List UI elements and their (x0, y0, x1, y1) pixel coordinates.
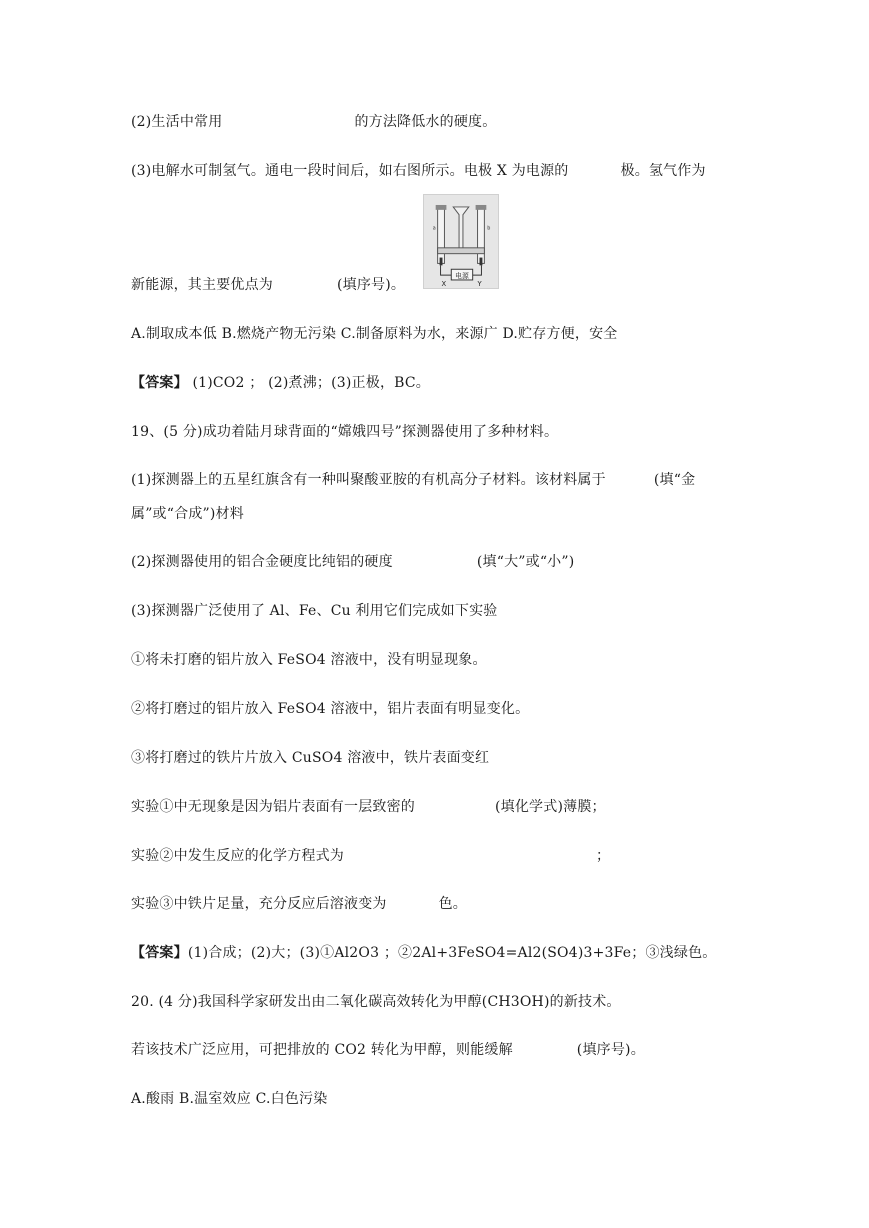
q19-part3: (3)探测器广泛使用了 Al、Fe、Cu 利用它们完成如下实验 (131, 603, 498, 619)
q19-question-b-text-a: 实验②中发生反应的化学方程式为 (131, 848, 344, 864)
q19-question-c (131, 895, 467, 913)
answer-text: (1)CO2 ； (2)煮沸；(3)正极，BC。 (187, 375, 431, 391)
answer-label: 【答案】 (131, 375, 188, 391)
q19-part1 (131, 471, 695, 489)
q19-answer (131, 944, 716, 962)
q19-experiment-1: ①将未打磨的铝片放入 FeSO4 溶液中，没有明显现象。 (131, 652, 487, 668)
q19-experiment-2: ②将打磨过的铝片放入 FeSO4 溶液中，铝片表面有明显变化。 (131, 701, 530, 717)
q20-question-1-text-a: 若该技术广泛应用，可把排放的 CO2 转化为甲醇，则能缓解 (131, 1042, 513, 1058)
electrolysis-figure (423, 194, 499, 289)
q19-question-c-text-a: 实验③中铁片足量，充分反应后溶液变为 (131, 896, 387, 912)
q19-question-b-text-b: ； (596, 848, 611, 864)
q19-experiment-3: ③将打磨过的铁片片放入 CuSO4 溶液中，铁片表面变红 (131, 750, 490, 766)
q18-options: A.制取成本低 B.燃烧产物无污染 C.制备原料为水，来源广 D.贮存方便，安全 (131, 326, 618, 342)
q19-part1-text-b: (填“金 (653, 472, 696, 488)
q18-answer (131, 374, 430, 392)
q18-part2 (131, 113, 496, 131)
q19-question-a (131, 798, 606, 816)
q20-options: A.酸雨 B.温室效应 C.白色污染 (131, 1091, 328, 1107)
answer-label: 【答案】 (131, 945, 188, 961)
answer-text: (1)合成；(2)大；(3)①Al2O3 ；②2Al+3FeSO4=Al2(SO4)3+3Fe；③浅绿色。 (187, 945, 717, 961)
q19-part2 (131, 553, 574, 571)
q20-question-1-text-b: (填序号)。 (576, 1042, 645, 1058)
q18-part3-text-c: 新能源，其主要优点为 (131, 277, 273, 293)
q18-part2-text-a: (2)生活中常用 (131, 114, 223, 130)
q19-question-b (131, 847, 610, 865)
power-source-label: 电源 (455, 272, 469, 281)
q18-part3-text-d: (填序号)。 (337, 277, 406, 293)
q19-part2-text-b: (填“大”或“小”) (476, 554, 575, 570)
q20-stem: 20. (4 分)我国科学家研发出由二氧化碳高效转化为甲醇(CH3OH)的新技术。 (131, 994, 621, 1010)
q18-part3-text-a: (3)电解水可制氢气。通电一段时间后，如右图所示。电极 X 为电源的 (131, 163, 569, 179)
q19-part2-text-a: (2)探测器使用的铝合金硬度比纯铝的硬度 (131, 554, 393, 570)
q20-question-1 (131, 1041, 645, 1059)
q18-part2-text-b: 的方法降低水的硬度。 (354, 114, 497, 130)
tube-a-label: a (432, 225, 436, 232)
q19-question-a-text-b: (填化学式)薄膜； (495, 799, 606, 815)
electrode-x-label: X (441, 279, 447, 288)
q18-part3-text-b: 极。氢气作为 (620, 163, 706, 179)
electrode-y-label: Y (477, 279, 482, 288)
q19-part1-cont: 属”或“合成”)材料 (131, 506, 244, 522)
tube-b-label: b (487, 225, 491, 232)
q18-part3 (131, 162, 706, 180)
q18-part3-cont (131, 276, 405, 294)
q19-part1-text-a: (1)探测器上的五星红旗含有一种叫聚酸亚胺的有机高分子材料。该材料属于 (131, 472, 606, 488)
electrolysis-apparatus-image (424, 195, 498, 288)
q19-stem: 19、(5 分)成功着陆月球背面的“嫦娥四号”探测器使用了多种材料。 (131, 424, 559, 440)
q19-question-c-text-b: 色。 (438, 896, 468, 912)
q19-question-a-text-a: 实验①中无现象是因为铝片表面有一层致密的 (131, 799, 415, 815)
